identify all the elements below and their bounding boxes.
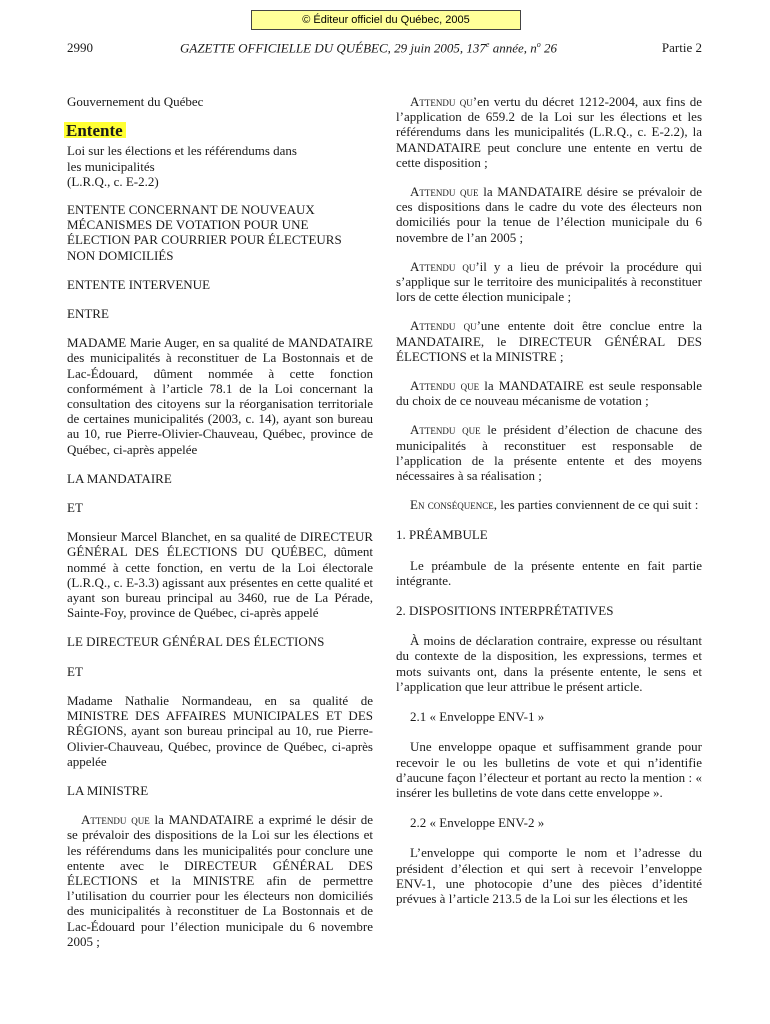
dispositions-paragraph: À moins de déclaration contraire, expresse ou résultant du contexte de la disposition, les expressions, termes et mots suivants ont, dans la présente entente, le sens et l’application que leur attribue le présent article. [396,633,702,694]
entre-label: ENTRE [67,306,109,322]
gazette-title: GAZETTE OFFICIELLE DU QUÉBEC, 29 juin 2005, 137e année, $n^o$ 26 [180,40,557,56]
et-label-1: ET [67,500,83,516]
attendu-responsable: Attendu que la MANDATAIRE est seule responsable du choix de ce nouveau mécanisme de votation ; [396,378,702,409]
government-line: Gouvernement du Québec [67,94,204,109]
subject-line-3: ÉLECTION PAR COURRIER POUR ÉLECTEURS [67,232,342,248]
attendu-president: Attendu que le président d’élection de chacune des municipalités à reconstituer est responsable de l’application de la présente entente et des moyens nécessaires à sa réalisation ; [396,422,702,484]
attendu-paragraph-1: Attendu que la MANDATAIRE a exprimé le désir de se prévaloir des dispositions de la Loi sur les élections et les référendums dans les municipalités pour conclure une entente avec le DIRECTEUR GÉNÉRAL DES ÉLECTIONS et la MINISTRE afin de permettre l’utilisation du courrier pour les électeurs non domiciliés des municipalités à reconstituer de La Bostonnais et de Lac-Édouard pour l’élection municipale du 6 novembre 2005 ; [67,812,373,949]
copyright-banner: © Éditeur officiel du Québec, 2005 [251,10,521,30]
subject-line-1: ENTENTE CONCERNANT DE NOUVEAUX [67,202,315,218]
la-ministre-label: LA MINISTRE [67,782,149,798]
section-2-2-heading: 2.2 « Enveloppe ENV-2 » [410,815,545,831]
attendu-desire: Attendu que la MANDATAIRE désire se prévaloir de ces dispositions dans le cadre du vote des électeurs non domiciliés pour la tenue de l’élection municipale du 6 novembre de l’an 2005 ; [396,184,702,245]
section-2-heading: 2. DISPOSITIONS INTERPRÉTATIVES [396,603,614,619]
law-title-line-3: (L.R.Q., c. E-2.2) [67,173,159,189]
la-mandataire-label: LA MANDATAIRE [67,470,172,486]
law-title-line-2: les municipalités [67,158,155,174]
entente-heading: Entente [64,122,126,138]
attendu-procedure: Attendu qu’il y a lieu de prévoir la procédure qui s’applique sur le territoire des municipalités à reconstituer lors de cette élection municipale ; [396,258,702,305]
page-number: 2990 [67,40,93,55]
subject-line-4: NON DOMICILIÉS [67,247,174,263]
en-consequence: En conséquence, les parties conviennent de ce qui suit : [410,497,699,513]
et-label-2: ET [67,663,83,679]
law-title-line-1: Loi sur les élections et les référendums dans [67,143,297,159]
normandeau-paragraph: Madame Nathalie Normandeau, en sa qualité de MINISTRE DES AFFAIRES MUNICIPALES ET DES RÉGIONS, ayant son bureau principal au 10, rue Pierre-Olivier-Chauveau, Québec, province de Québec, ci-après appelée [67,692,373,769]
preambule-paragraph: Le préambule de la présente entente en fait partie intégrante. [396,557,702,588]
auger-paragraph: MADAME Marie Auger, en sa qualité de MANDATAIRE des municipalités à reconstituer de La Bostonnais et de Lac-Édouard, dûment nommée à cette fonction conformément à l’article 78.1 de la Loi concernant la consultation des citoyens sur la réorganisation territoriale de certaines municipalités (2003, c. 14), ayant son bureau au 10, rue Pierre-Olivier-Chauveau, Québec, province de Québec, ci-après appelée [67,335,373,457]
le-dge-label: LE DIRECTEUR GÉNÉRAL DES ÉLECTIONS [67,634,325,650]
env2-paragraph: L’enveloppe qui comporte le nom et l’adresse du président d’élection et qui sert à recevoir l’enveloppe ENV-1, une photocopie d’une des pièces d’identité prévues à l’article 213.5 de la Loi sur les élections et les [396,845,702,906]
attendu-decret: Attendu qu’en vertu du décret 1212-2004, aux fins de l’application de 659.2 de la Loi sur les élections et les référendums dans les municipalités (L.R.Q., c. E-2.2), la MANDATAIRE peut conclure une entente en vertu de cette disposition ; [396,94,702,170]
part-label: Partie 2 [661,40,702,55]
section-2-1-heading: 2.1 « Enveloppe ENV-1 » [410,709,545,725]
blanchet-paragraph: Monsieur Marcel Blanchet, en sa qualité de DIRECTEUR GÉNÉRAL DES ÉLECTIONS DU QUÉBEC, dûment nommé à cette fonction, en vertu de la Loi électorale (L.R.Q., c. E-3.3) agissant aux présentes en cette qualité et ayant son bureau principal au 3460, rue de La Pérade, Sainte-Foy, province de Québec, ci-après appelé [67,529,373,621]
left-column [67,94,373,949]
attendu-entente: Attendu qu’une entente doit être conclue entre la MANDATAIRE, le DIRECTEUR GÉNÉRAL DES ÉLECTIONS et la MINISTRE ; [396,318,702,364]
subject-line-2: MÉCANISMES DE VOTATION POUR UNE [67,217,309,233]
section-1-heading: 1. PRÉAMBULE [396,527,488,543]
right-column [396,94,702,906]
env1-paragraph: Une enveloppe opaque et suffisamment grande pour recevoir le ou les bulletins de vote et qui n’identifie d’aucune façon l’électeur et portant au recto la mention : « insérer les bulletins de vote dans cette enveloppe ». [396,739,702,800]
entente-intervenue: ENTENTE INTERVENUE [67,276,211,292]
